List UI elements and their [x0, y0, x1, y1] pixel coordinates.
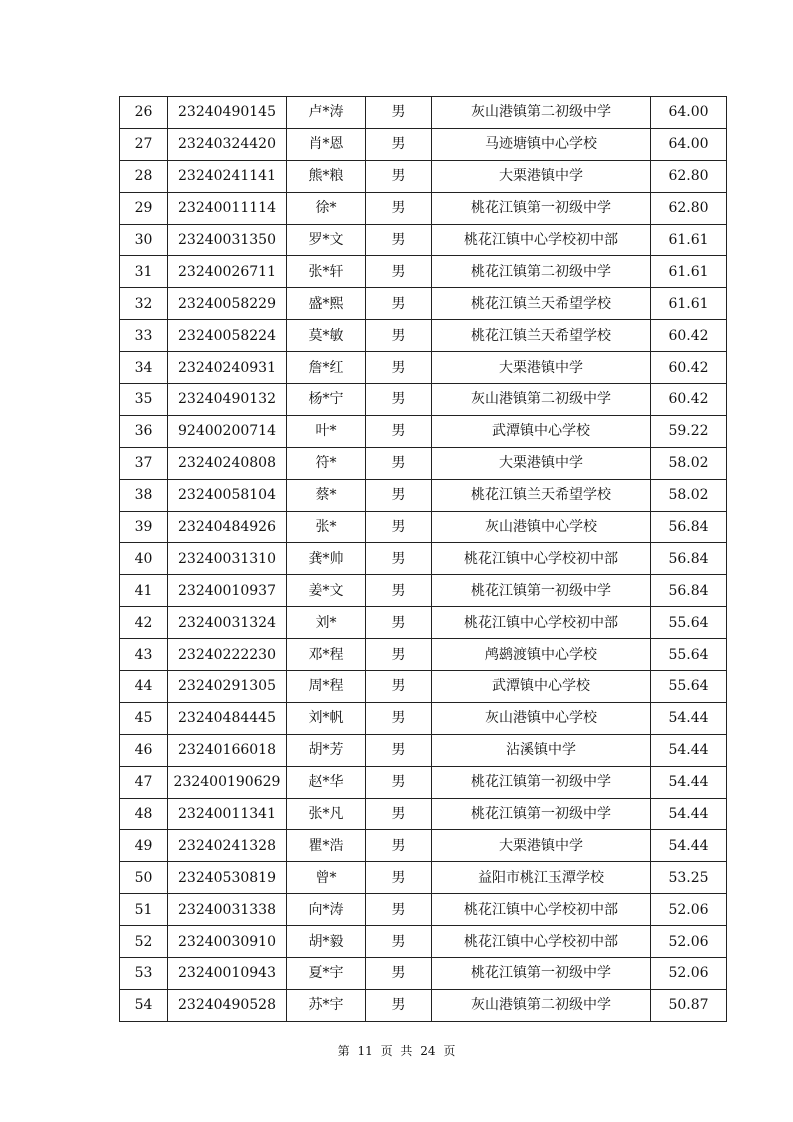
gender-cell: 男: [366, 320, 432, 352]
table-row: [120, 447, 727, 479]
footer-page-word: 页: [380, 1044, 393, 1058]
student-name-cell: 曾*: [287, 862, 366, 894]
table-row: [120, 160, 727, 192]
table-row: [120, 671, 727, 703]
student-name-cell: 周*程: [287, 671, 366, 703]
table-row: [120, 639, 727, 671]
row-number-cell: 41: [120, 575, 168, 607]
gender-cell: 男: [366, 384, 432, 416]
score-cell: 64.00: [651, 128, 727, 160]
row-number-cell: 50: [120, 862, 168, 894]
student-name-cell: 夏*宇: [287, 958, 366, 990]
gender-cell: 男: [366, 543, 432, 575]
table-row: [120, 798, 727, 830]
student-name-cell: 叶*: [287, 415, 366, 447]
row-number-cell: 54: [120, 989, 168, 1021]
candidate-id-cell: 23240324420: [168, 128, 287, 160]
score-cell: 61.61: [651, 256, 727, 288]
student-name-cell: 胡*毅: [287, 926, 366, 958]
footer-page-total: 24: [420, 1044, 436, 1058]
candidate-id-cell: 92400200714: [168, 415, 287, 447]
student-name-cell: 蔡*: [287, 479, 366, 511]
row-number-cell: 27: [120, 128, 168, 160]
school-name-cell: 桃花江镇兰天希望学校: [432, 288, 651, 320]
school-name-cell: 灰山港镇中心学校: [432, 511, 651, 543]
candidate-id-cell: 23240291305: [168, 671, 287, 703]
candidate-id-cell: 23240166018: [168, 734, 287, 766]
candidate-id-cell: 23240490132: [168, 384, 287, 416]
score-cell: 53.25: [651, 862, 727, 894]
student-name-cell: 卢*涛: [287, 97, 366, 129]
school-name-cell: 灰山港镇第二初级中学: [432, 989, 651, 1021]
table-row: [120, 97, 727, 129]
candidate-id-cell: 23240031350: [168, 224, 287, 256]
footer-total-word: 共: [400, 1044, 413, 1058]
score-cell: 58.02: [651, 447, 727, 479]
student-name-cell: 张*轩: [287, 256, 366, 288]
student-name-cell: 张*: [287, 511, 366, 543]
candidate-id-cell: 23240240808: [168, 447, 287, 479]
school-name-cell: 益阳市桃江玉潭学校: [432, 862, 651, 894]
row-number-cell: 49: [120, 830, 168, 862]
row-number-cell: 31: [120, 256, 168, 288]
student-name-cell: 苏*宇: [287, 989, 366, 1021]
student-name-cell: 盛*熙: [287, 288, 366, 320]
row-number-cell: 38: [120, 479, 168, 511]
candidate-id-cell: 23240030910: [168, 926, 287, 958]
candidate-id-cell: 23240010943: [168, 958, 287, 990]
gender-cell: 男: [366, 192, 432, 224]
candidate-id-cell: 23240031310: [168, 543, 287, 575]
row-number-cell: 32: [120, 288, 168, 320]
gender-cell: 男: [366, 894, 432, 926]
score-cell: 54.44: [651, 734, 727, 766]
candidate-id-cell: 23240490145: [168, 97, 287, 129]
school-name-cell: 桃花江镇第一初级中学: [432, 192, 651, 224]
table-row: [120, 352, 727, 384]
gender-cell: 男: [366, 766, 432, 798]
table-row: [120, 894, 727, 926]
row-number-cell: 39: [120, 511, 168, 543]
candidate-id-cell: 23240011114: [168, 192, 287, 224]
candidate-id-cell: 23240058104: [168, 479, 287, 511]
footer-page-current: 11: [357, 1044, 373, 1058]
row-number-cell: 33: [120, 320, 168, 352]
footer-suffix: 页: [443, 1044, 456, 1058]
school-name-cell: 灰山港镇第二初级中学: [432, 97, 651, 129]
gender-cell: 男: [366, 352, 432, 384]
candidate-id-cell: 23240026711: [168, 256, 287, 288]
score-cell: 64.00: [651, 97, 727, 129]
school-name-cell: 大栗港镇中学: [432, 352, 651, 384]
score-cell: 54.44: [651, 830, 727, 862]
table-row: [120, 543, 727, 575]
school-name-cell: 桃花江镇兰天希望学校: [432, 320, 651, 352]
student-name-cell: 熊*粮: [287, 160, 366, 192]
score-cell: 56.84: [651, 575, 727, 607]
table-row: [120, 734, 727, 766]
gender-cell: 男: [366, 958, 432, 990]
student-name-cell: 杨*宁: [287, 384, 366, 416]
row-number-cell: 26: [120, 97, 168, 129]
school-name-cell: 桃花江镇第二初级中学: [432, 256, 651, 288]
school-name-cell: 桃花江镇第一初级中学: [432, 798, 651, 830]
score-cell: 55.64: [651, 639, 727, 671]
gender-cell: 男: [366, 447, 432, 479]
school-name-cell: 马迹塘镇中心学校: [432, 128, 651, 160]
gender-cell: 男: [366, 128, 432, 160]
gender-cell: 男: [366, 479, 432, 511]
student-name-cell: 徐*: [287, 192, 366, 224]
school-name-cell: 灰山港镇中心学校: [432, 702, 651, 734]
gender-cell: 男: [366, 926, 432, 958]
row-number-cell: 34: [120, 352, 168, 384]
row-number-cell: 29: [120, 192, 168, 224]
school-name-cell: 武潭镇中心学校: [432, 671, 651, 703]
candidate-id-cell: 23240490528: [168, 989, 287, 1021]
row-number-cell: 53: [120, 958, 168, 990]
student-name-cell: 莫*敏: [287, 320, 366, 352]
gender-cell: 男: [366, 160, 432, 192]
table-row: [120, 320, 727, 352]
score-cell: 54.44: [651, 798, 727, 830]
table-row: [120, 830, 727, 862]
score-cell: 58.02: [651, 479, 727, 511]
candidate-id-cell: 23240010937: [168, 575, 287, 607]
student-name-cell: 罗*文: [287, 224, 366, 256]
gender-cell: 男: [366, 511, 432, 543]
gender-cell: 男: [366, 830, 432, 862]
table-row: [120, 511, 727, 543]
row-number-cell: 52: [120, 926, 168, 958]
table-row: [120, 958, 727, 990]
row-number-cell: 43: [120, 639, 168, 671]
school-name-cell: 桃花江镇中心学校初中部: [432, 224, 651, 256]
table-row: [120, 575, 727, 607]
score-cell: 54.44: [651, 766, 727, 798]
table-row: [120, 926, 727, 958]
school-name-cell: 桃花江镇第一初级中学: [432, 575, 651, 607]
score-cell: 60.42: [651, 352, 727, 384]
score-cell: 56.84: [651, 511, 727, 543]
student-name-cell: 邓*程: [287, 639, 366, 671]
school-name-cell: 桃花江镇第一初级中学: [432, 958, 651, 990]
score-cell: 52.06: [651, 894, 727, 926]
school-name-cell: 桃花江镇中心学校初中部: [432, 894, 651, 926]
score-cell: 62.80: [651, 160, 727, 192]
school-name-cell: 桃花江镇中心学校初中部: [432, 926, 651, 958]
table-row: [120, 479, 727, 511]
student-name-cell: 龚*帅: [287, 543, 366, 575]
table-body: [120, 97, 727, 1022]
student-name-cell: 詹*红: [287, 352, 366, 384]
table-row: [120, 192, 727, 224]
row-number-cell: 37: [120, 447, 168, 479]
school-name-cell: 桃花江镇兰天希望学校: [432, 479, 651, 511]
gender-cell: 男: [366, 671, 432, 703]
student-name-cell: 赵*华: [287, 766, 366, 798]
student-name-cell: 姜*文: [287, 575, 366, 607]
gender-cell: 男: [366, 575, 432, 607]
gender-cell: 男: [366, 734, 432, 766]
score-cell: 54.44: [651, 702, 727, 734]
row-number-cell: 28: [120, 160, 168, 192]
student-name-cell: 胡*芳: [287, 734, 366, 766]
gender-cell: 男: [366, 415, 432, 447]
score-cell: 56.84: [651, 543, 727, 575]
row-number-cell: 47: [120, 766, 168, 798]
school-name-cell: 大栗港镇中学: [432, 447, 651, 479]
gender-cell: 男: [366, 256, 432, 288]
score-cell: 52.06: [651, 926, 727, 958]
table-row: [120, 256, 727, 288]
school-name-cell: 桃花江镇中心学校初中部: [432, 543, 651, 575]
candidate-id-cell: 23240530819: [168, 862, 287, 894]
table-row: [120, 415, 727, 447]
school-name-cell: 桃花江镇中心学校初中部: [432, 607, 651, 639]
row-number-cell: 42: [120, 607, 168, 639]
row-number-cell: 40: [120, 543, 168, 575]
school-name-cell: 大栗港镇中学: [432, 830, 651, 862]
school-name-cell: 武潭镇中心学校: [432, 415, 651, 447]
gender-cell: 男: [366, 639, 432, 671]
candidate-id-cell: 23240058229: [168, 288, 287, 320]
table-row: [120, 989, 727, 1021]
candidate-id-cell: 23240241141: [168, 160, 287, 192]
gender-cell: 男: [366, 798, 432, 830]
gender-cell: 男: [366, 288, 432, 320]
row-number-cell: 35: [120, 384, 168, 416]
footer-prefix: 第: [337, 1044, 350, 1058]
gender-cell: 男: [366, 989, 432, 1021]
row-number-cell: 44: [120, 671, 168, 703]
score-cell: 50.87: [651, 989, 727, 1021]
school-name-cell: 大栗港镇中学: [432, 160, 651, 192]
school-name-cell: 灰山港镇第二初级中学: [432, 384, 651, 416]
gender-cell: 男: [366, 607, 432, 639]
candidate-id-cell: 23240031324: [168, 607, 287, 639]
candidate-id-cell: 23240031338: [168, 894, 287, 926]
table-row: [120, 224, 727, 256]
score-cell: 62.80: [651, 192, 727, 224]
table-row: [120, 607, 727, 639]
candidate-id-cell: 23240241328: [168, 830, 287, 862]
table-row: [120, 288, 727, 320]
candidate-id-cell: 23240484445: [168, 702, 287, 734]
row-number-cell: 45: [120, 702, 168, 734]
candidate-id-cell: 23240240931: [168, 352, 287, 384]
student-name-cell: 张*凡: [287, 798, 366, 830]
student-name-cell: 刘*帆: [287, 702, 366, 734]
gender-cell: 男: [366, 862, 432, 894]
student-name-cell: 符*: [287, 447, 366, 479]
student-name-cell: 肖*恩: [287, 128, 366, 160]
student-name-cell: 向*涛: [287, 894, 366, 926]
row-number-cell: 51: [120, 894, 168, 926]
candidate-id-cell: 23240484926: [168, 511, 287, 543]
score-cell: 59.22: [651, 415, 727, 447]
page-footer: [0, 1042, 793, 1059]
gender-cell: 男: [366, 702, 432, 734]
score-cell: 61.61: [651, 224, 727, 256]
candidate-id-cell: 23240058224: [168, 320, 287, 352]
school-name-cell: 沾溪镇中学: [432, 734, 651, 766]
score-cell: 60.42: [651, 320, 727, 352]
table-row: [120, 128, 727, 160]
table-row: [120, 384, 727, 416]
candidate-id-cell: 232400190629: [168, 766, 287, 798]
row-number-cell: 48: [120, 798, 168, 830]
table-row: [120, 862, 727, 894]
table-row: [120, 702, 727, 734]
score-table: [119, 96, 727, 1022]
school-name-cell: 鸬鹚渡镇中心学校: [432, 639, 651, 671]
student-name-cell: 刘*: [287, 607, 366, 639]
school-name-cell: 桃花江镇第一初级中学: [432, 766, 651, 798]
score-cell: 55.64: [651, 607, 727, 639]
score-cell: 55.64: [651, 671, 727, 703]
row-number-cell: 46: [120, 734, 168, 766]
score-cell: 61.61: [651, 288, 727, 320]
row-number-cell: 36: [120, 415, 168, 447]
score-cell: 60.42: [651, 384, 727, 416]
row-number-cell: 30: [120, 224, 168, 256]
gender-cell: 男: [366, 224, 432, 256]
score-cell: 52.06: [651, 958, 727, 990]
candidate-id-cell: 23240011341: [168, 798, 287, 830]
gender-cell: 男: [366, 97, 432, 129]
table-row: [120, 766, 727, 798]
student-name-cell: 瞿*浩: [287, 830, 366, 862]
candidate-id-cell: 23240222230: [168, 639, 287, 671]
